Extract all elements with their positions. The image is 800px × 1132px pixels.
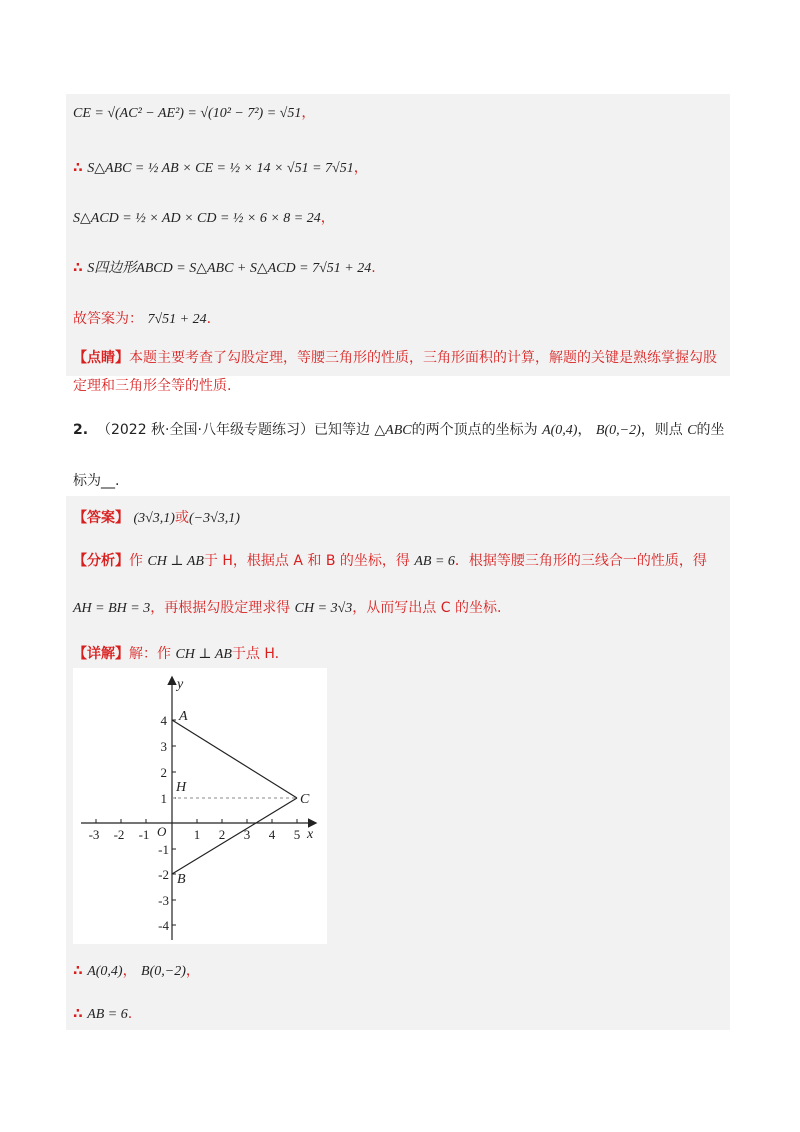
- y-tick-label: -4: [158, 918, 169, 933]
- x-tick-label: 3: [243, 827, 251, 842]
- question-2-continued: 标为__.: [73, 473, 120, 489]
- coordinate-figure: [73, 668, 327, 944]
- question-2: 2. （2022 秋·全国·八年级专题练习）已知等边 △ABC的两个顶点的坐标为 A(0,4)， B(0,−2)，则点 C的坐: [73, 422, 725, 438]
- coords-line: ∴ A(0,4)， B(0,−2)，: [73, 963, 200, 979]
- ce-equation: CE = √(AC² − AE²) = √(10² − 7²) = √51，: [73, 105, 316, 121]
- x-tick-label: -2: [113, 827, 125, 842]
- answer-line: 【答案】 (3√3,1)或(−3√3,1): [73, 510, 240, 526]
- point-b-label: B: [177, 872, 186, 887]
- x-tick-label: 1: [193, 827, 201, 842]
- solution-block-shade: [66, 94, 730, 376]
- x-axis-label: x: [307, 827, 314, 842]
- x-tick-label: 5: [293, 827, 301, 842]
- y-tick-label: 3: [160, 739, 167, 754]
- x-tick-label: -3: [88, 827, 100, 842]
- sabc-equation: ∴ S△ABC = ½ AB × CE = ½ × 14 × √51 = 7√51，: [73, 160, 368, 176]
- detail-line: 【详解】解：作 CH ⊥ AB于点 H.: [73, 646, 280, 662]
- y-tick-label: -1: [158, 842, 169, 857]
- y-tick-label: -3: [158, 893, 169, 908]
- point-c-label: C: [300, 792, 310, 807]
- ab-line: ∴ AB = 6.: [73, 1006, 133, 1022]
- y-tick-label: 4: [160, 713, 167, 728]
- final-answer-line: 故答案为： 7√51 + 24.: [73, 311, 212, 327]
- sacd-equation: S△ACD = ½ × AD × CD = ½ × 6 × 8 = 24，: [73, 210, 335, 226]
- y-axis-label: y: [177, 677, 184, 692]
- point-a-label: A: [179, 709, 188, 724]
- squad-equation: ∴ S四边形ABCD = S△ABC + S△ACD = 7√51 + 24.: [73, 260, 376, 276]
- analysis-line-1: 【分析】作 CH ⊥ AB于 H，根据点 A 和 B 的坐标，得 AB = 6．根据等腰三角形的三线合一的性质，得: [73, 553, 707, 569]
- origin-label: O: [157, 824, 167, 839]
- y-tick-label: -2: [158, 867, 169, 882]
- comment-paragraph: 【点睛】本题主要考查了勾股定理，等腰三角形的性质，三角形面积的计算，解题的关键是熟练掌握勾股定理和三角形全等的性质.: [73, 350, 717, 394]
- x-tick-label: 2: [218, 827, 226, 842]
- y-tick-label: 1: [160, 791, 167, 806]
- x-tick-label: 4: [268, 827, 276, 842]
- point-h-label: H: [176, 780, 187, 795]
- analysis-line-2: AH = BH = 3，再根据勾股定理求得 CH = 3√3，从而写出点 C 的坐标.: [73, 600, 502, 616]
- x-tick-label: -1: [138, 827, 150, 842]
- y-tick-label: 2: [160, 765, 167, 780]
